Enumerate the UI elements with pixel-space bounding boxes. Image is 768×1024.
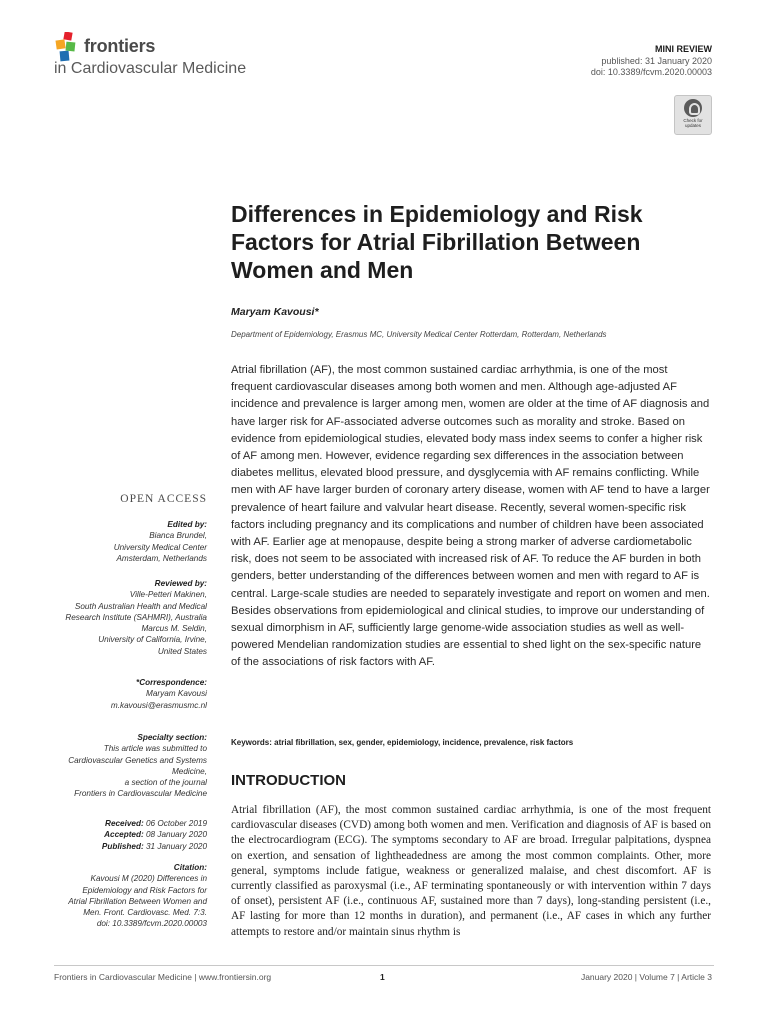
reviewer-affiliation: United States	[157, 646, 207, 656]
journal-brand: frontiers	[84, 36, 156, 56]
reviewed-by-label: Reviewed by:	[154, 579, 207, 588]
author-name[interactable]: Maryam Kavousi*	[231, 306, 319, 318]
keywords: Keywords: atrial fibrillation, sex, gender, epidemiology, incidence, prevalence, risk factors	[231, 738, 574, 747]
specialty-line: Medicine,	[171, 766, 207, 776]
check-for-updates-label: Check for updates	[683, 118, 703, 128]
correspondence-name: Maryam Kavousi	[146, 689, 207, 699]
author-affiliation: Department of Epidemiology, Erasmus MC, University Medical Center Rotterdam, Rotterdam, Netherlands	[231, 330, 607, 339]
editor-location: Amsterdam, Netherlands	[116, 553, 207, 563]
article-type: MINI REVIEW	[654, 44, 712, 54]
specialty-line: Cardiovascular Genetics and Systems	[68, 755, 207, 765]
reviewed-by-block	[7, 578, 207, 657]
edited-by-label: Edited by:	[167, 520, 207, 529]
specialty-line: This article was submitted to	[103, 744, 207, 754]
citation-line: Men. Front. Cardiovasc. Med. 7:3.	[83, 908, 207, 918]
published-date: published: 31 January 2020	[601, 56, 712, 66]
check-for-updates-icon	[684, 99, 702, 117]
edited-by-block	[7, 519, 207, 564]
accepted-label: Accepted:	[104, 830, 144, 840]
citation-line: Kavousi M (2020) Differences in	[90, 874, 207, 884]
footer-journal-link[interactable]: Frontiers in Cardiovascular Medicine | www.frontiersin.org	[54, 972, 272, 982]
reviewer-name[interactable]: Ville-Petteri Makinen,	[129, 590, 207, 600]
reviewer-affiliation: Research Institute (SAHMRI), Australia	[65, 612, 207, 622]
frontiers-logo-icon	[54, 32, 82, 62]
footer-issue-info: January 2020 | Volume 7 | Article 3	[580, 972, 712, 982]
reviewer-name[interactable]: Marcus M. Seldin,	[141, 624, 207, 634]
received-date: 06 October 2019	[146, 819, 207, 828]
correspondence-label: *Correspondence:	[136, 678, 207, 687]
footer-divider	[54, 965, 714, 966]
specialty-label: Specialty section:	[137, 733, 207, 742]
page-number: 1	[380, 972, 385, 982]
accepted-date: 08 January 2020	[146, 830, 207, 840]
editor-name[interactable]: Bianca Brundel,	[149, 531, 207, 541]
published-label: Published:	[101, 841, 144, 851]
published-date-side: 31 January 2020	[146, 841, 207, 851]
reviewer-affiliation: South Australian Health and Medical	[74, 601, 207, 611]
citation-block	[7, 862, 207, 930]
citation-label: Citation:	[173, 863, 207, 872]
abstract: Atrial fibrillation (AF), the most common sustained cardiac arrhythmia, is one of the most frequent cardiovascular diseases among both women and men. Although age-adjusted AF incidence and prevalence is larger among men, women are older at the time of AF diagnosis and have larger risk for AF-associated adverse outcomes such as morality and stroke. Based on evidence from epidemiological studies, elevated body mass index seems to confer a higher risk of AF among men. However, evidence regarding sex differences in the association between diabetes mellitus, elevated blood pressure, and dysglycemia with AF remains conflicting. While men with AF have larger burden of coronary artery disease, women with AF tend to have a larger prevalence of heart failure and valvular heart disease. Recently, several women-specific risk factors including pregnancy and its complications and number of children have been associated with AF. Earlier age at menopause, despite being a strong marker of adverse cardiometabolic risk, does not seem to be associated with increased risk of AF. To reduce the AF burden in both genders, better understanding of the differences between women and men with regard to AF is central. Large-scale studies are needed to separately investigate and report on women and men. Besides observations from epidemiological and clinical studies, to improve our understanding of sexual dimorphism in AF, sufficiently large genome-wide association studies as well as well-powered Mendelian randomization studies are essential to shed light on the sex-specific nature of the associations of risk factors with AF.	[231, 364, 710, 669]
specialty-line: a section of the journal	[124, 778, 207, 788]
correspondence-email[interactable]: m.kavousi@erasmusmc.nl	[110, 700, 207, 710]
received-label: Received:	[105, 819, 144, 828]
specialty-line: Frontiers in Cardiovascular Medicine	[74, 789, 207, 799]
check-for-updates-button[interactable]	[674, 95, 712, 135]
correspondence-block	[7, 677, 207, 711]
editor-affiliation: University Medical Center	[113, 542, 207, 552]
citation-line: Atrial Fibrillation Between Women and	[68, 896, 207, 906]
journal-name: in Cardiovascular Medicine	[54, 60, 247, 77]
section-heading-introduction: INTRODUCTION	[231, 772, 346, 789]
article-title: Differences in Epidemiology and Risk Factors for Atrial Fibrillation Between Women and Men	[231, 201, 643, 283]
specialty-block	[7, 732, 207, 800]
reviewer-affiliation: University of California, Irvine,	[98, 635, 207, 645]
dates-block	[7, 818, 207, 852]
citation-line: Epidemiology and Risk Factors for	[82, 885, 207, 895]
introduction-text: Atrial fibrillation (AF), the most common sustained cardiac arrhythmia, is one of the most frequent cardiovascular diseases (CVD) among both women and men. Verification and diagnosis of AF is based on the electrocardiogram (ECG). The symptoms secondary to AF are broad. Irregular palpitations, dyspnea on exertion, and sensation of lightheadedness are among the most common complaints. Other, more general, symptoms include fatigue, weakness or generalized malaise, and chest discomfort. AF is currently classified as paroxysmal (i.e., AF terminating spontaneously or with intervention within 7 days of onset), persistent AF (i.e., continuous AF, sustained more than 7 days), long-standing persistent (i.e., AF lasting for more than 12 months in duration), and permanent (i.e., AF cases in which any further attempts to restore and/or maintain sinus rhythm is	[231, 804, 711, 938]
citation-doi[interactable]: doi: 10.3389/fcvm.2020.00003	[96, 919, 207, 929]
doi-link[interactable]: doi: 10.3389/fcvm.2020.00003	[590, 67, 712, 77]
open-access-label: OPEN ACCESS	[120, 493, 207, 505]
